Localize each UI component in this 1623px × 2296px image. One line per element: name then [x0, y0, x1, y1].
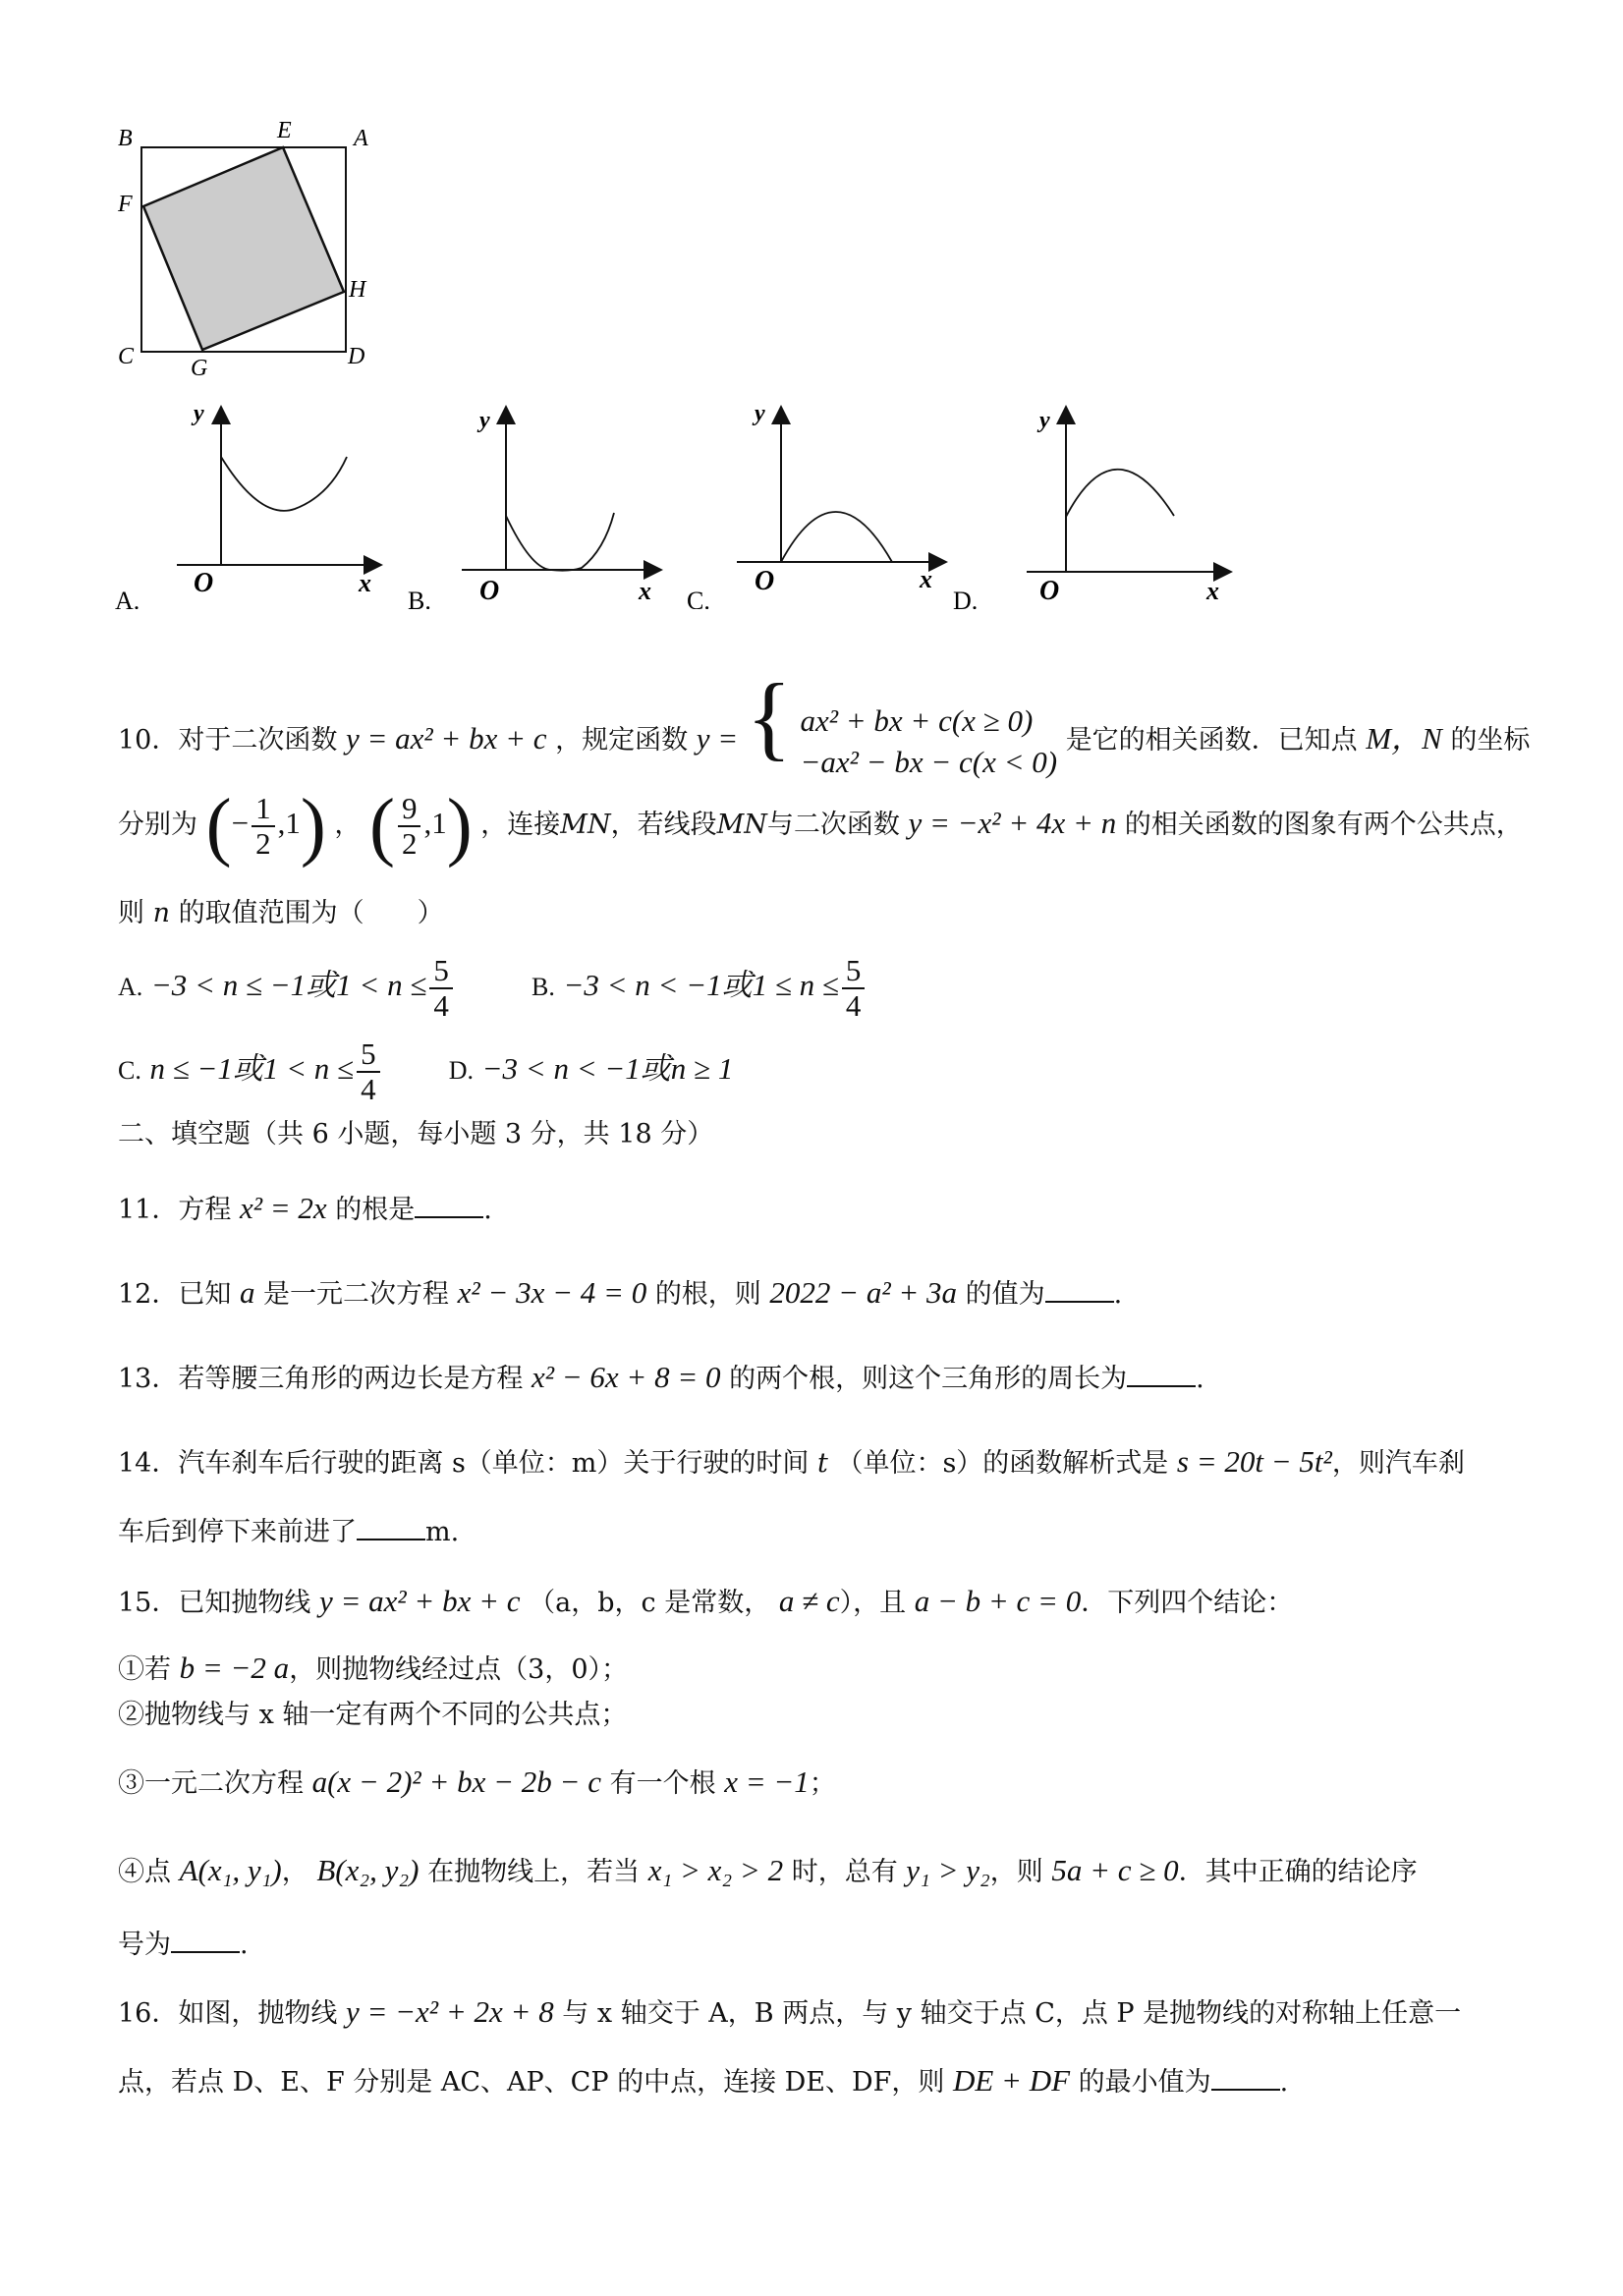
- q10-case1: ax² + bx + c(x ≥ 0): [800, 702, 1034, 738]
- q10-text: 的坐标: [1450, 725, 1531, 756]
- q11: 11．方程 x² = 2x 的根是 .: [118, 1191, 492, 1225]
- origin-label: O: [1039, 576, 1060, 606]
- answer-blank: [171, 1926, 240, 1953]
- q10-points: M，N: [1366, 721, 1442, 756]
- q11-eq: x² = 2x: [239, 1191, 327, 1225]
- answer-blank: [415, 1191, 483, 1218]
- q14-eq: s = 20t − 5t²: [1176, 1444, 1332, 1479]
- graph-d: [953, 393, 1238, 609]
- square-figure: [108, 118, 383, 383]
- q10-mn: MN: [560, 810, 611, 840]
- q12-eq: x² − 3x − 4 = 0: [457, 1275, 647, 1310]
- q10-options-row1: [118, 943, 867, 1028]
- graph-c: [678, 393, 963, 609]
- option-b-frac: $\frac{5}{4}$: [842, 954, 866, 1023]
- q10-text: 的取值范围为（ ）: [178, 898, 444, 928]
- option-a: −3 < n ≤ −1或1 < n ≤: [150, 968, 427, 1002]
- label-G: G: [191, 356, 208, 381]
- q10-text: ，若线段: [610, 810, 717, 840]
- option-a-frac: $\frac{5}{4}$: [429, 954, 453, 1023]
- q10-line2: 分别为 (− $\frac{1}{2}$ ,1) ， ( $\frac{9}{2}$ ,1) ，连接MN，若线段MN与二次函数 y = −x² + 4x + n 的相关函数的图象有两个公共点，: [118, 782, 1523, 868]
- answer-blank: [1211, 2063, 1280, 2091]
- q10-n-var: n: [152, 898, 170, 928]
- q15-statement-2: ②抛物线与 x 轴一定有两个不同的公共点；: [118, 1700, 628, 1730]
- q15-line1: 15．已知抛物线 y = ax² + bx + c （a，b，c 是常数， a ≠ c），且 a − b + c = 0．下列四个结论：: [118, 1584, 1294, 1618]
- curve: [221, 457, 347, 511]
- q10-eq1: y = ax² + bx + c: [345, 721, 547, 756]
- answer-blank: [1045, 1275, 1114, 1303]
- choice-label: D.: [953, 587, 979, 609]
- q10-brace: {: [746, 664, 792, 769]
- option-a-label: A.: [118, 973, 143, 1001]
- q15-eq: y = ax² + bx + c: [318, 1584, 521, 1618]
- q10-text: ，连接: [480, 810, 561, 840]
- q10-text: ，规定函数: [555, 725, 689, 756]
- q12-expr: 2022 − a² + 3a: [769, 1275, 958, 1310]
- q10-text: 的相关函数的图象有两个公共点，: [1124, 810, 1523, 840]
- origin-label: O: [479, 576, 500, 606]
- y-axis-label: y: [1039, 408, 1050, 433]
- q15-statement-1: ①若 b = −2 a，则抛物线经过点（3，0）；: [118, 1651, 629, 1685]
- label-C: C: [118, 344, 135, 369]
- origin-label: O: [194, 568, 214, 598]
- q10-text: 分别为: [118, 810, 197, 840]
- choice-label: A.: [115, 587, 140, 609]
- q15-line-end: 号为 .: [118, 1926, 249, 1963]
- label-H: H: [349, 277, 366, 303]
- q10-y-eq: y =: [696, 721, 739, 756]
- q10-m-frac: $\frac{1}{2}$: [252, 792, 275, 861]
- option-b: −3 < n < −1或1 ≤ n ≤: [563, 968, 839, 1002]
- option-b-label: B.: [532, 973, 555, 1001]
- curve: [506, 513, 614, 571]
- q10-text: 则: [118, 898, 144, 928]
- origin-label: O: [755, 566, 775, 596]
- q16-line1: 16．如图，抛物线 y = −x² + 2x + 8 与 x 轴交于 A，B 两点，与 y 轴交于点 C，点 P 是抛物线的对称轴上任意一: [118, 1994, 1462, 2029]
- q15-eq2: a − b + c = 0: [914, 1584, 1082, 1618]
- q13-eq: x² − 6x + 8 = 0: [531, 1360, 721, 1394]
- curve: [1066, 470, 1174, 517]
- q10-m-sign: −: [231, 806, 250, 840]
- q14-line2: 车后到停下来前进了 m.: [118, 1513, 459, 1550]
- q10-eq2: y = −x² + 4x + n: [908, 806, 1117, 840]
- inner-square: [143, 147, 344, 350]
- graph-b: [403, 393, 688, 609]
- choice-label: C.: [687, 587, 710, 609]
- q10-number: 10．对于二次函数: [118, 725, 338, 756]
- answer-blank: [357, 1513, 425, 1540]
- option-c-frac: $\frac{5}{4}$: [357, 1037, 380, 1106]
- section-heading: 二、填空题（共 6 小题，每小题 3 分，共 18 分）: [118, 1119, 714, 1149]
- q13: 13．若等腰三角形的两边长是方程 x² − 6x + 8 = 0 的两个根，则这个三角形的周长为 .: [118, 1360, 1204, 1394]
- curve: [781, 512, 892, 562]
- q16-eq: y = −x² + 2x + 8: [345, 1994, 554, 2029]
- x-axis-label: x: [359, 569, 371, 597]
- y-axis-label: y: [194, 401, 204, 426]
- x-axis-label: x: [639, 577, 651, 605]
- y-axis-label: y: [755, 401, 765, 426]
- label-A: A: [354, 126, 368, 151]
- answer-blank: [1127, 1360, 1196, 1387]
- q15-statement-4: ④点 A(x₁, y₁)， B(x₂, y₂) 在抛物线上，若当 x₁ > x₂ > 2 时，总有 y₁ > y₂，则 5a + c ≥ 0．其中正确的结论序: [118, 1853, 1418, 1887]
- graph-a: [113, 393, 398, 609]
- q14-line1: 14．汽车刹车后行驶的距离 s（单位：m）关于行驶的时间 t （单位：s）的函数解析式是 s = 20t − 5t²，则汽车刹: [118, 1444, 1465, 1479]
- x-axis-label: x: [1206, 577, 1219, 605]
- label-B: B: [118, 126, 133, 151]
- q10-n-y: ,1: [423, 806, 447, 840]
- q10-case2: −ax² − bx − c(x < 0): [800, 744, 1058, 779]
- q16-line2: 点，若点 D、E、F 分别是 AC、AP、CP 的中点，连接 DE、DF，则 DE + DF 的最小值为 .: [118, 2063, 1289, 2098]
- q10-n-frac: $\frac{9}{2}$: [398, 792, 421, 861]
- q10-line3: [118, 896, 444, 931]
- choice-label: B.: [408, 587, 431, 609]
- x-axis-label: x: [920, 565, 932, 593]
- option-c: n ≤ −1或1 < n ≤: [149, 1051, 355, 1086]
- label-D: D: [348, 344, 365, 369]
- q10-mn: MN: [716, 810, 767, 840]
- option-d: −3 < n < −1或n ≥ 1: [481, 1051, 734, 1086]
- q10-comma: ，: [334, 810, 362, 840]
- option-d-label: D.: [448, 1056, 475, 1085]
- q15-statement-3: ③一元二次方程 a(x − 2)² + bx − 2b − c 有一个根 x = −1；: [118, 1764, 836, 1799]
- q10-options-row2: [118, 1027, 733, 1111]
- q10-m-y: ,1: [277, 806, 301, 840]
- q10-cases: [800, 700, 1057, 783]
- y-axis-label: y: [479, 408, 490, 433]
- q10-text: 是它的相关函数．已知点: [1065, 725, 1358, 756]
- label-F: F: [118, 192, 133, 217]
- label-E: E: [277, 118, 292, 143]
- q10-line1: [118, 664, 1531, 779]
- option-c-label: C.: [118, 1056, 141, 1085]
- q12: 12．已知 a 是一元二次方程 x² − 3x − 4 = 0 的根，则 2022 − a² + 3a 的值为 .: [118, 1275, 1123, 1310]
- q10-text: 与二次函数: [766, 810, 900, 840]
